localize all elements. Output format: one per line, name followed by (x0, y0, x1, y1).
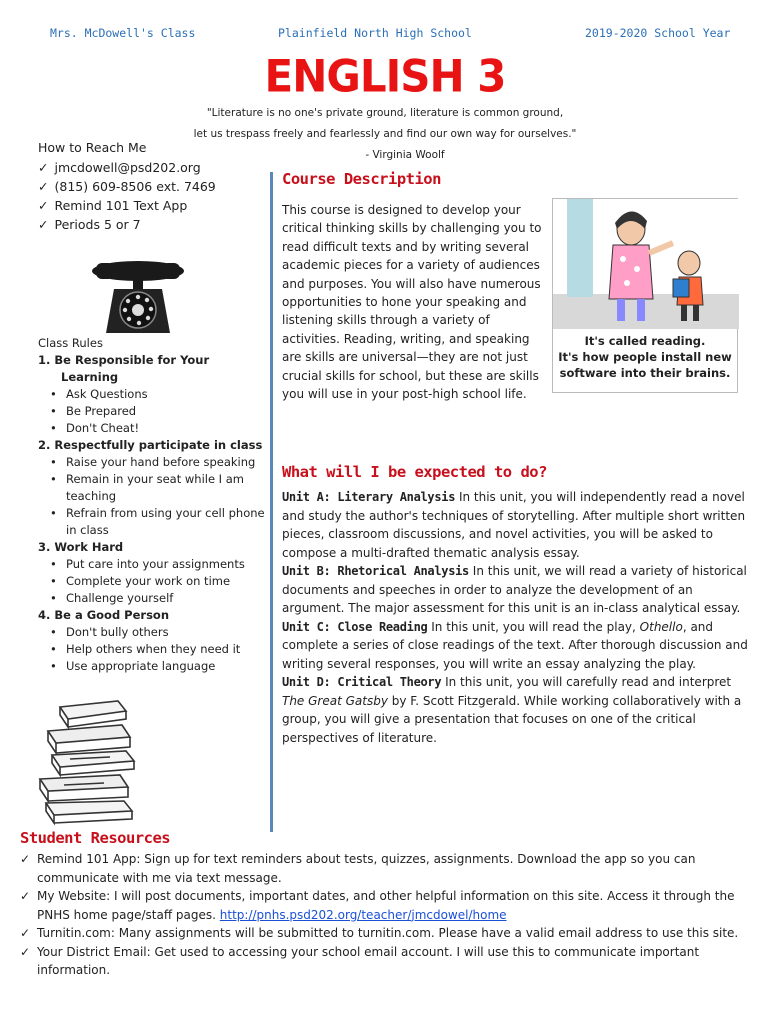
rule-item: • Complete your work on time (38, 573, 268, 590)
rule-item: • Remain in your seat while I am teaching (38, 471, 268, 505)
rule-item: • Challenge yourself (38, 590, 268, 607)
resource-turnitin: ✓ Turnitin.com: Many assignments will be submitted to turnitin.com. Please have a valid email address to use this site. (20, 924, 750, 943)
resources-list (20, 850, 750, 980)
resource-website: ✓ My Website: I will post documents, important dates, and other helpful information on this site. Access it through the PNHS home page/staff pages. http://pnhs.psd202.org/teacher/jmcdowel/home (20, 887, 750, 924)
rule-item: • Don't Cheat! (38, 420, 268, 437)
header-school-name: Plainfield North High School (278, 26, 472, 40)
page-title: ENGLISH 3 (264, 50, 506, 103)
header-school-year: 2019-2020 School Year (585, 26, 731, 40)
rule-item: • Use appropriate language (38, 658, 268, 675)
rule-group-title: 2. Respectfully participate in class (38, 438, 263, 452)
cartoon-caption: It's called reading. It's how people install new software into their brains. (558, 334, 732, 380)
rule-group-title: 4. Be a Good Person (38, 608, 170, 622)
quote (150, 103, 620, 166)
header-class-name: Mrs. McDowell's Class (50, 26, 196, 40)
resource-remind: ✓ Remind 101 App: Sign up for text reminders about tests, quizzes, assignments. Download the app so you can communicate with me via text message. (20, 850, 750, 887)
rule-item: • Help others when they need it (38, 641, 268, 658)
resource-email: ✓ Your District Email: Get used to accessing your school email account. I will use this to communicate important information. (20, 943, 750, 980)
reach-heading: How to Reach Me (38, 140, 147, 155)
reach-phone: ✓ (815) 609-8506 ext. 7469 (38, 177, 216, 196)
quote-line-2: let us trespass freely and fearlessly and find our own way for ourselves." (193, 128, 577, 140)
column-divider (270, 172, 273, 832)
quote-line-1: "Literature is no one's private ground, literature is common ground, (206, 107, 564, 119)
telephone-icon (88, 255, 188, 335)
units-list (282, 488, 752, 747)
rule-item: • Be Prepared (38, 403, 268, 420)
reading-cartoon (552, 198, 738, 393)
student-resources-heading: Student Resources (20, 829, 171, 847)
unit-title: Unit D: Critical Theory (282, 675, 442, 689)
rule-group-title: 1. Be Responsible for Your Learning (38, 353, 210, 384)
rule-group-title: 3. Work Hard (38, 540, 124, 554)
course-description-heading: Course Description (282, 170, 441, 188)
book-stack-icon (30, 697, 150, 827)
reach-list (38, 158, 216, 234)
expectations-heading: What will I be expected to do? (282, 463, 547, 481)
course-description-text: This course is designed to develop your critical thinking skills by challenging you to read difficult texts and by writing several academic pieces for a variety of audiences and purposes. You will also have numerous opportunities to hone your speaking and listening skills through a variety of activities. Reading, writing, and speaking are skills are universal—they are not just crucial skills for school, but these are skills you will use in your post-high school life. (282, 203, 542, 402)
reach-remind: ✓ Remind 101 Text App (38, 196, 216, 215)
unit-c: Unit C: Close Reading In this unit, you will read the play, Othello, and complete a series of close readings of the text. After thorough discussion and writing several responses, you will write an essay analyzing the play. (282, 619, 748, 671)
reach-periods: ✓ Periods 5 or 7 (38, 215, 216, 234)
rule-item: • Ask Questions (38, 386, 268, 403)
quote-author: - Virginia Woolf (365, 149, 445, 161)
rule-item: • Refrain from using your cell phone in class (38, 505, 268, 539)
unit-d: Unit D: Critical Theory In this unit, you will carefully read and interpret The Great Gatsby by F. Scott Fitzgerald. While working collaboratively with a group, you will give a presentation that focuses on one of the critical perspectives of literature. (282, 675, 742, 745)
unit-b: Unit B: Rhetorical Analysis In this unit, we will read a variety of historical documents and speeches in order to analyze the development of an argument. The major assessment for this unit is an in-class analytical essay. (282, 564, 747, 615)
unit-title: Unit A: Literary Analysis (282, 490, 456, 504)
unit-a: Unit A: Literary Analysis In this unit, you will independently read a novel and study the author's techniques of storytelling. After multiple short written pieces, classroom discussions, and novel activities, you will be asked to compose a multi-drafted thematic analysis essay. (282, 490, 746, 560)
unit-title: Unit B: Rhetorical Analysis (282, 564, 469, 578)
website-link[interactable]: http://pnhs.psd202.org/teacher/jmcdowel/home (219, 907, 507, 922)
rule-item: • Put care into your assignments (38, 556, 268, 573)
rule-item: • Raise your hand before speaking (38, 454, 268, 471)
rule-item: • Don't bully others (38, 624, 268, 641)
cartoon-illustration (553, 199, 739, 329)
unit-title: Unit C: Close Reading (282, 619, 428, 634)
rules-list (38, 352, 268, 675)
rules-heading: Class Rules (38, 336, 103, 350)
reach-email: ✓ jmcdowell@psd202.org (38, 158, 216, 177)
